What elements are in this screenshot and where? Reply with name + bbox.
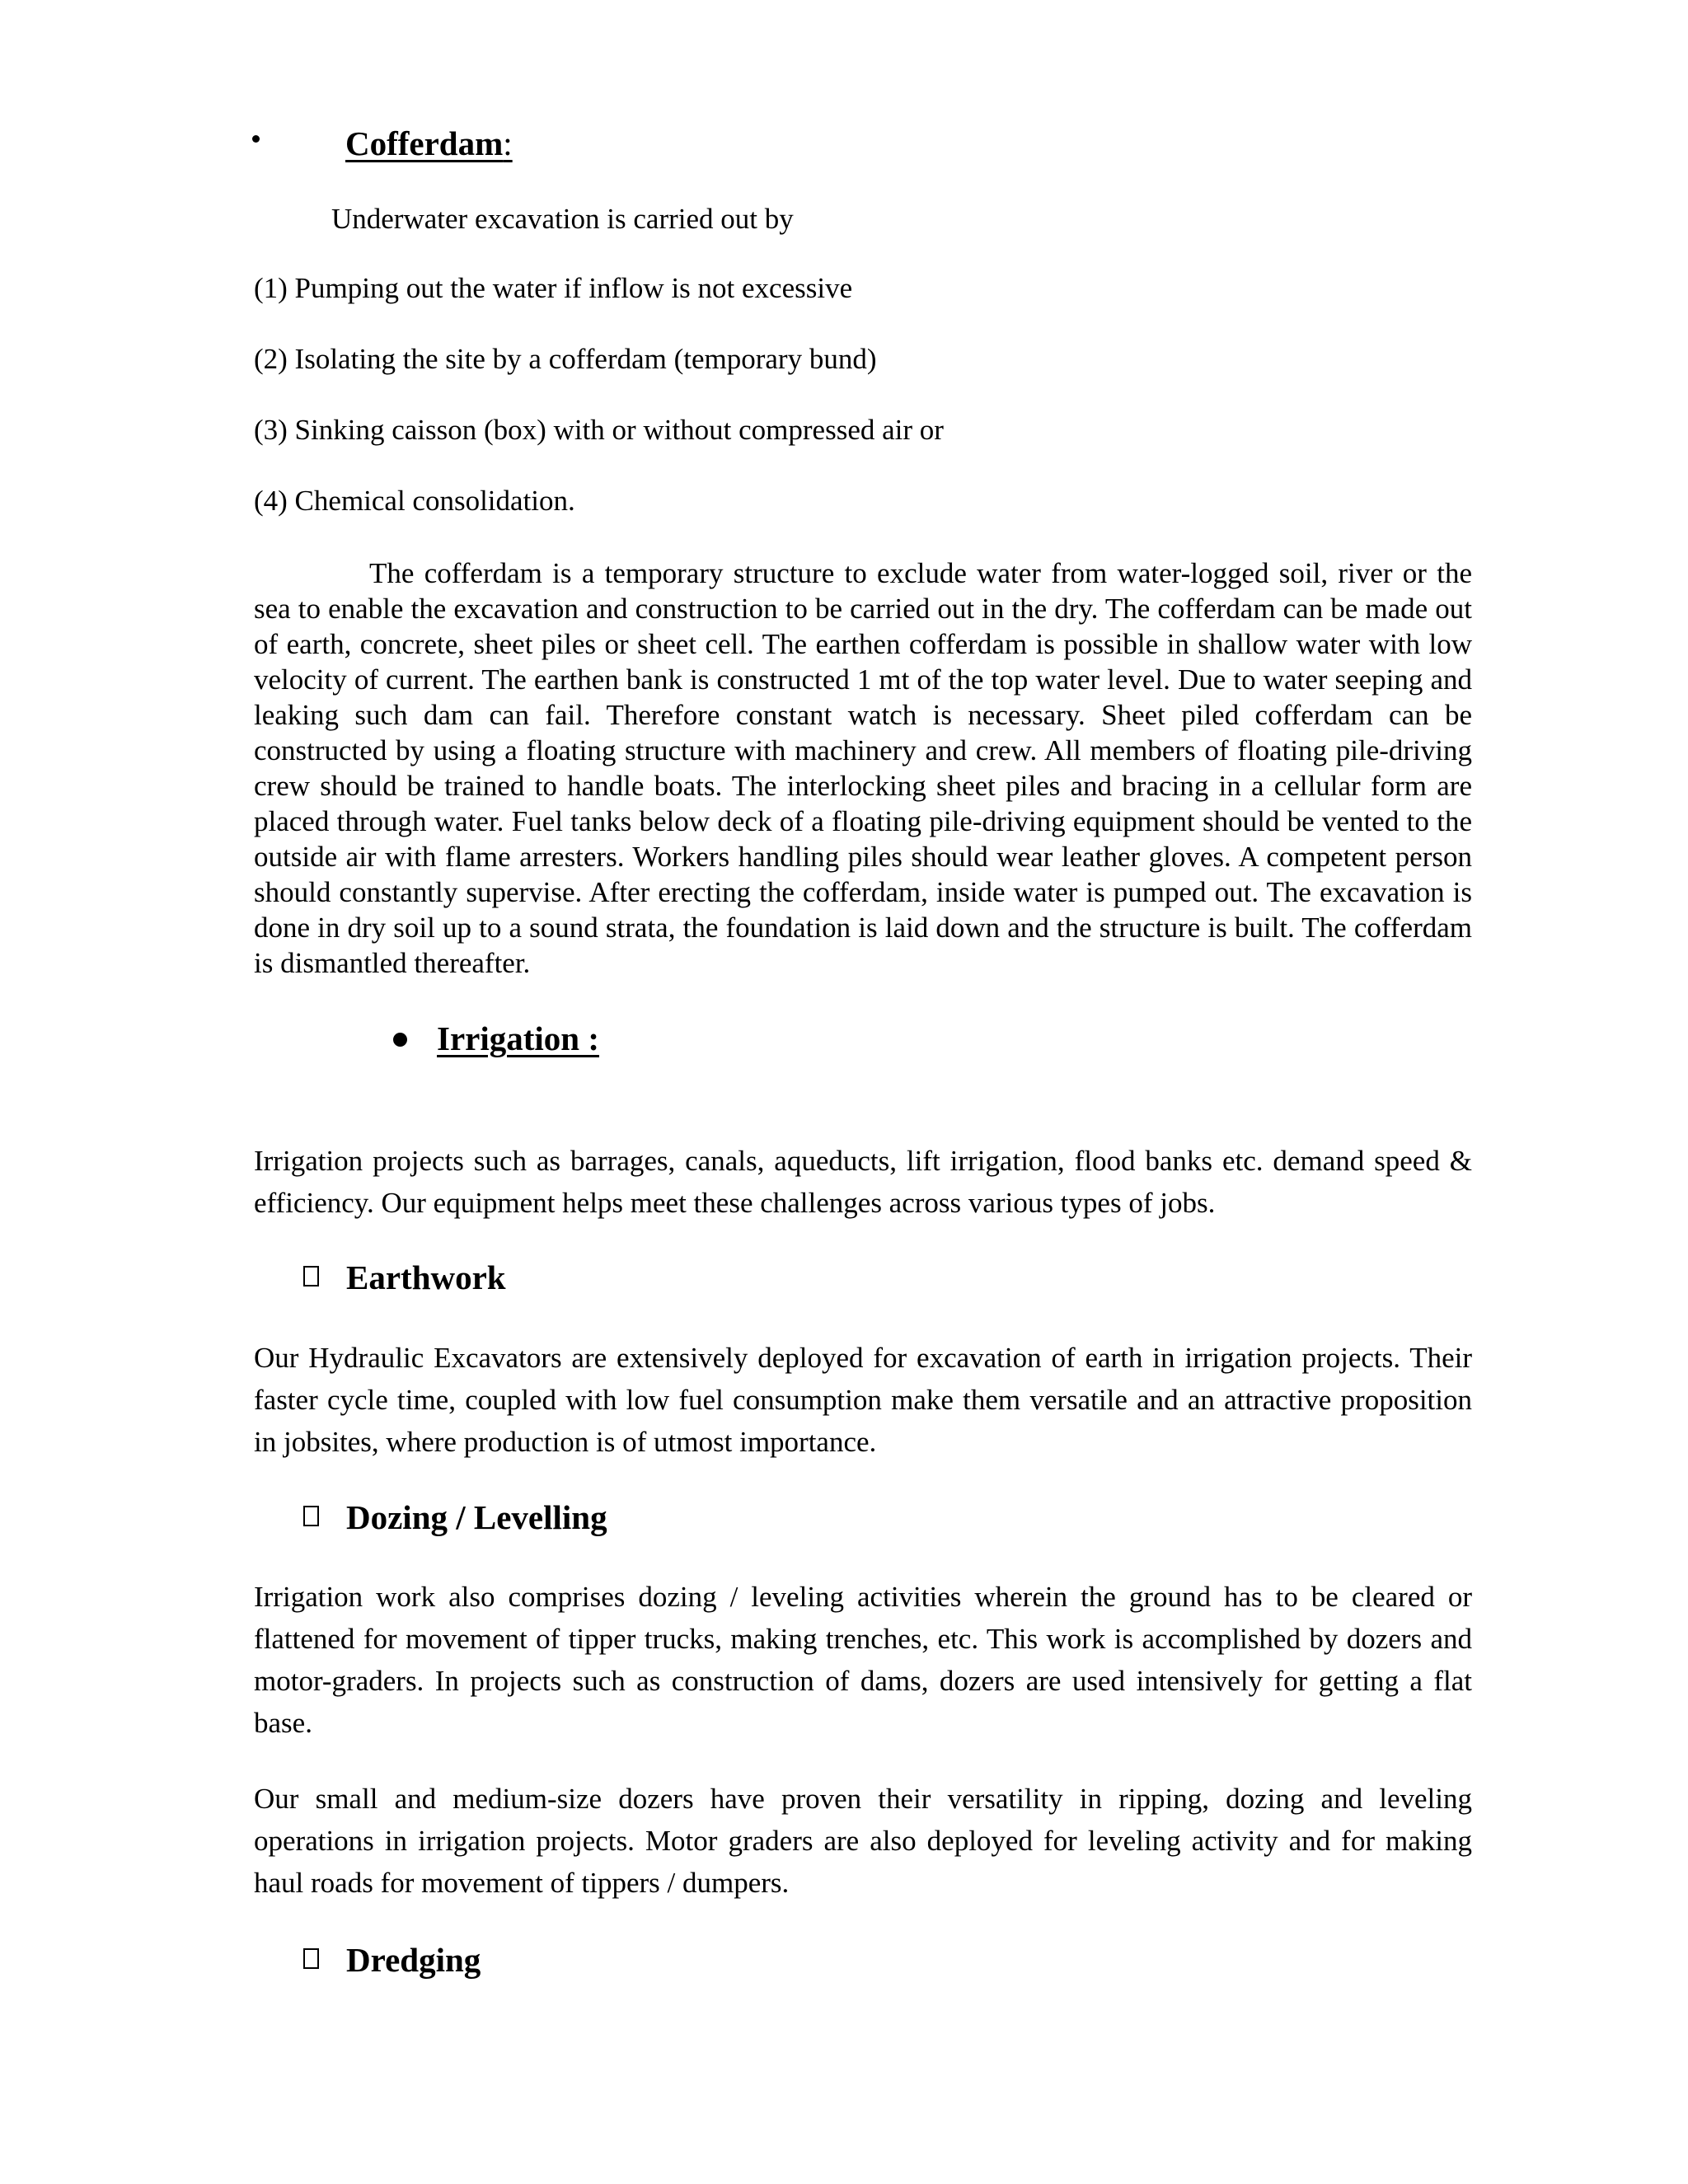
bullet-icon bbox=[393, 1033, 407, 1047]
method-item-3: (3) Sinking caisson (box) with or without compressed air or bbox=[254, 414, 944, 446]
method-item-1: (1) Pumping out the water if inflow is not excessive bbox=[254, 272, 853, 304]
checkbox-glyph-icon bbox=[303, 1266, 319, 1286]
cofferdam-heading-text: Cofferdam bbox=[345, 124, 504, 162]
dozing-paragraph-2: Our small and medium-size dozers have proven their versatility in ripping, dozing and leveling operations in irrigation projects. Motor graders are also deployed for leveling activity and for making haul roads for movement of tippers / dumpers. bbox=[254, 1783, 1472, 1899]
cofferdam-heading bbox=[345, 124, 513, 163]
cofferdam-heading-colon: : bbox=[503, 124, 513, 162]
cofferdam-intro: Underwater excavation is carried out by bbox=[331, 203, 794, 235]
method-item-2: (2) Isolating the site by a cofferdam (temporary bund) bbox=[254, 343, 877, 375]
earthwork-heading: Earthwork bbox=[346, 1258, 506, 1296]
irrigation-paragraph: Irrigation projects such as barrages, canals, aqueducts, lift irrigation, flood banks etc. demand speed & efficiency. Our equipment helps meet these challenges across various types of jobs. bbox=[254, 1145, 1472, 1219]
dozing-heading: Dozing / Levelling bbox=[346, 1498, 607, 1536]
irrigation-heading: Irrigation : bbox=[437, 1019, 599, 1057]
cofferdam-paragraph: The cofferdam is a temporary structure to exclude water from water-logged soil, river or the sea to enable the excavation and construction to be carried out in the dry. The cofferdam can be made out of earth, concrete, sheet piles or sheet cell. The earthen cofferdam is possible in shallow water with low velocity of current. The earthen bank is constructed 1 mt of the top water level. Due to water seeping and leaking such dam can fail. Therefore constant watch is necessary. Sheet piled cofferdam can be constructed by using a floating structure with machinery and crew. All members of floating pile-driving crew should be trained to handle boats. The interlocking sheet piles and bracing in a cellular form are placed through water. Fuel tanks below deck of a floating pile-driving equipment should be vented to the outside air with flame arresters. Workers handling piles should wear leather gloves. A competent person should constantly supervise. After erecting the cofferdam, inside water is pumped out. The excavation is done in dry soil up to a sound strata, the foundation is laid down and the structure is built. The cofferdam is dismantled thereafter. bbox=[254, 557, 1472, 979]
earthwork-paragraph: Our Hydraulic Excavators are extensively deployed for excavation of earth in irrigation projects. Their faster cycle time, coupled with low fuel consumption make them versatile and an attractive proposition in jobsites, where production is of utmost importance. bbox=[254, 1342, 1472, 1458]
method-item-4: (4) Chemical consolidation. bbox=[254, 485, 575, 517]
checkbox-glyph-icon bbox=[303, 1948, 319, 1969]
dredging-heading: Dredging bbox=[346, 1941, 481, 1979]
bullet-icon bbox=[252, 135, 260, 143]
dozing-paragraph-1: Irrigation work also comprises dozing / leveling activities wherein the ground has to be cleared or flattened for movement of tipper trucks, making trenches, etc. This work is accomplished by dozers and motor-graders. In projects such as construction of dams, dozers are used intensively for getting a flat base. bbox=[254, 1581, 1472, 1739]
checkbox-glyph-icon bbox=[303, 1506, 319, 1526]
